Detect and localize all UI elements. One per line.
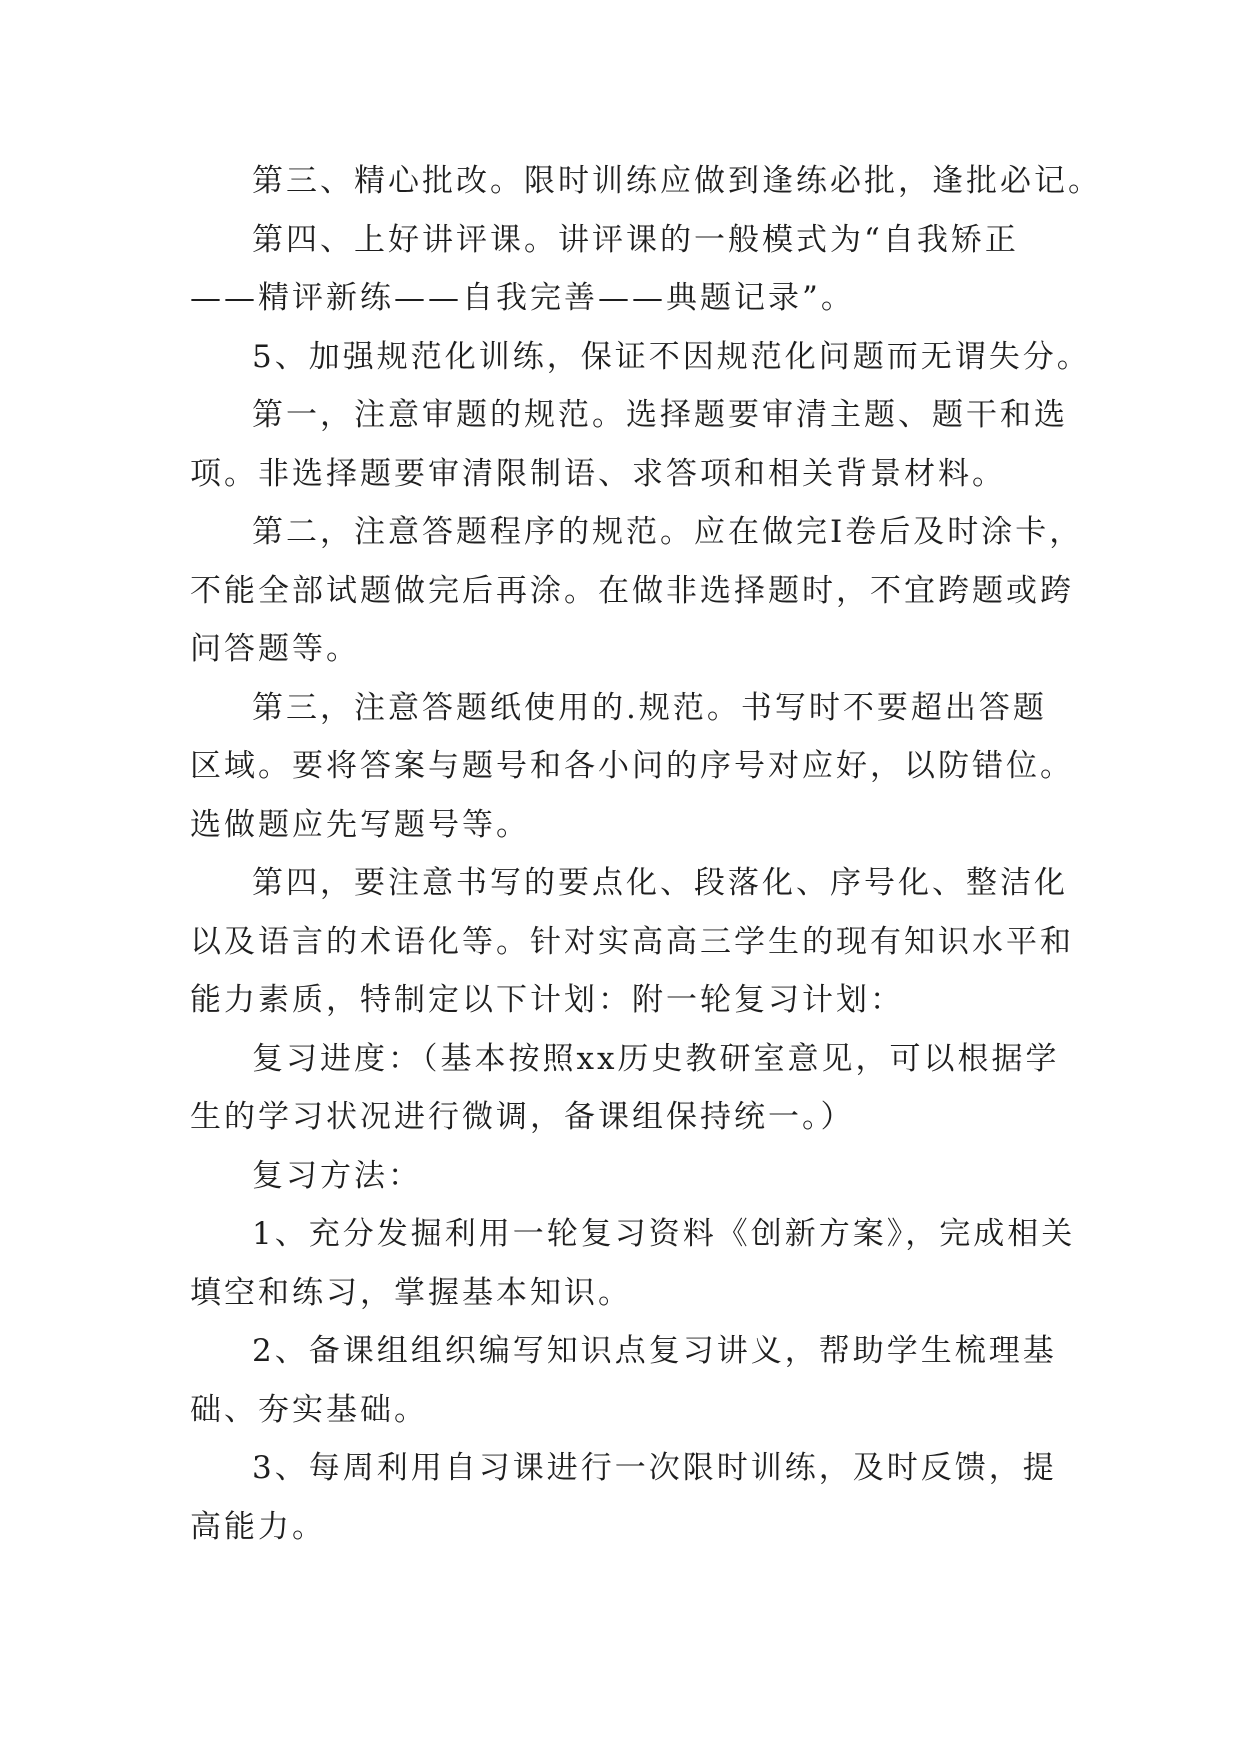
- text-line: 第二，注意答题程序的规范。应在做完Ⅰ卷后及时涂卡，: [252, 514, 1084, 550]
- paragraph-grading: [190, 152, 1102, 211]
- text-line: 以及语言的术语化等。针对实高高三学生的现有知识水平和: [190, 923, 1074, 960]
- document-body: [190, 152, 1102, 1556]
- paragraph-method-1: [190, 1205, 1076, 1322]
- text-line: 第三，注意答题纸使用的.规范。书写时不要超出答题: [252, 689, 1047, 726]
- paragraph-review-methods-heading: [190, 1147, 1050, 1206]
- text-line: 复习方法：: [252, 1157, 422, 1194]
- paragraph-standardized-training: [190, 328, 1091, 387]
- text-line: 5、加强规范化训练，保证不因规范化问题而无谓失分。: [252, 338, 1091, 375]
- text-line: 能力素质，特制定以下计划：附一轮复习计划：: [190, 982, 904, 1018]
- text-line: 复习进度：（基本按照xx历史教研室意见，可以根据学: [252, 1040, 1060, 1077]
- paragraph-question-reading: [190, 386, 1068, 503]
- text-line: 项。非选择题要审清限制语、求答项和相关背景材料。: [190, 455, 1006, 492]
- text-line: 生的学习状况进行微调，备课组保持统一。）: [190, 1099, 855, 1135]
- text-line: ——精评新练——自我完善——典题记录”。: [190, 280, 855, 316]
- text-line: 区域。要将答案与题号和各小问的序号对应好，以防错位。: [190, 748, 1074, 784]
- text-line: 第三、精心批改。限时训练应做到逢练必批，逢批必记。: [252, 163, 1102, 199]
- paragraph-review-class: [190, 211, 1050, 328]
- text-line: 1、充分发掘利用一轮复习资料《创新方案》，完成相关: [252, 1216, 1076, 1252]
- paragraph-answer-procedure: [190, 503, 1084, 679]
- text-line: 第一，注意审题的规范。选择题要审清主题、题干和选: [252, 397, 1068, 433]
- paragraph-review-progress: [190, 1030, 1060, 1147]
- text-line: 2、备课组组织编写知识点复习讲义，帮助学生梳理基: [252, 1333, 1057, 1369]
- paragraph-writing-standards: [190, 854, 1074, 1030]
- paragraph-answer-sheet: [190, 679, 1074, 855]
- text-line: 填空和练习，掌握基本知识。: [190, 1274, 632, 1311]
- text-line: 第四，要注意书写的要点化、段落化、序号化、整洁化: [252, 865, 1068, 901]
- text-line: 础、夯实基础。: [190, 1391, 428, 1428]
- text-line: 第四、上好讲评课。讲评课的一般模式为“自我矫正: [252, 221, 1019, 258]
- text-line: 高能力。: [190, 1508, 326, 1545]
- text-line: 选做题应先写题号等。: [190, 806, 530, 843]
- text-line: 问答题等。: [190, 631, 360, 667]
- text-line: 3、每周利用自习课进行一次限时训练，及时反馈，提: [252, 1450, 1057, 1486]
- paragraph-method-3: [190, 1439, 1057, 1556]
- text-line: 不能全部试题做完后再涂。在做非选择题时，不宜跨题或跨: [190, 572, 1074, 609]
- paragraph-method-2: [190, 1322, 1057, 1439]
